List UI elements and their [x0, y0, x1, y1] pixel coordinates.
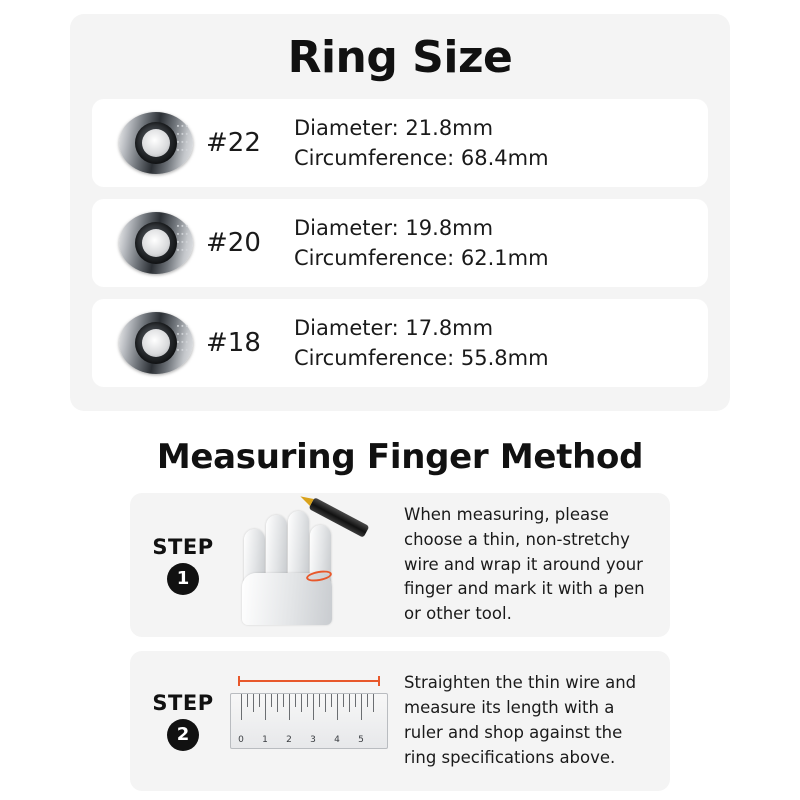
- ruler-label: 4: [334, 734, 340, 745]
- step-description: Straighten the thin wire and measure its length with a ruler and shop against the ring specifications above.: [404, 673, 637, 767]
- step-word: STEP: [152, 534, 214, 559]
- ruler-label: 0: [238, 734, 244, 745]
- step-badge: [144, 691, 222, 751]
- hand-with-wire-and-pen-illustration: [222, 505, 392, 625]
- ring-size-row: [92, 99, 708, 187]
- ring-size-row: [92, 299, 708, 387]
- ring-size-title: Ring Size: [287, 32, 513, 83]
- ruler-label: 5: [358, 734, 364, 745]
- ruler-icon: [230, 693, 388, 749]
- step-panel-2: [130, 651, 670, 791]
- step-description: When measuring, please choose a thin, non-stretchy wire and wrap it around your finger and mark it with a pen or other tool.: [404, 505, 645, 623]
- ring-size-number: #18: [206, 328, 261, 358]
- step-badge: [144, 535, 222, 595]
- ring-size-specs: [276, 113, 692, 174]
- ring-diameter: Diameter: 21.8mm: [294, 115, 494, 140]
- smart-ring-icon: ∙∙∙ ∙∙∙ ∙∙∙ ∙∙∙: [108, 105, 204, 181]
- straight-wire-icon: [238, 675, 380, 687]
- ring-size-number: #20: [206, 228, 261, 258]
- step-panel-1: [130, 493, 670, 637]
- ruler-label: 2: [286, 734, 292, 745]
- ring-diameter: Diameter: 17.8mm: [294, 315, 494, 340]
- ruler-label: 3: [310, 734, 316, 745]
- step-number: 1: [167, 563, 199, 595]
- step-number: 2: [167, 719, 199, 751]
- step-word: STEP: [152, 690, 214, 715]
- ruler-with-straight-wire-illustration: [222, 661, 392, 781]
- ruler-label: 1: [262, 734, 268, 745]
- ring-circumference: Circumference: 55.8mm: [294, 346, 549, 370]
- ring-size-specs: [276, 213, 692, 274]
- ring-size-panel: [70, 14, 730, 411]
- ring-size-specs: [276, 313, 692, 374]
- ring-circumference: Circumference: 68.4mm: [294, 146, 549, 170]
- ring-size-number: #22: [206, 128, 261, 158]
- ring-circumference: Circumference: 62.1mm: [294, 246, 549, 270]
- smart-ring-icon: ∙∙∙ ∙∙∙ ∙∙∙ ∙∙∙: [108, 205, 204, 281]
- smart-ring-icon: ∙∙∙ ∙∙∙ ∙∙∙ ∙∙∙: [108, 305, 204, 381]
- ring-size-row: [92, 199, 708, 287]
- measuring-method-title: Measuring Finger Method: [156, 437, 644, 477]
- ring-diameter: Diameter: 19.8mm: [294, 215, 494, 240]
